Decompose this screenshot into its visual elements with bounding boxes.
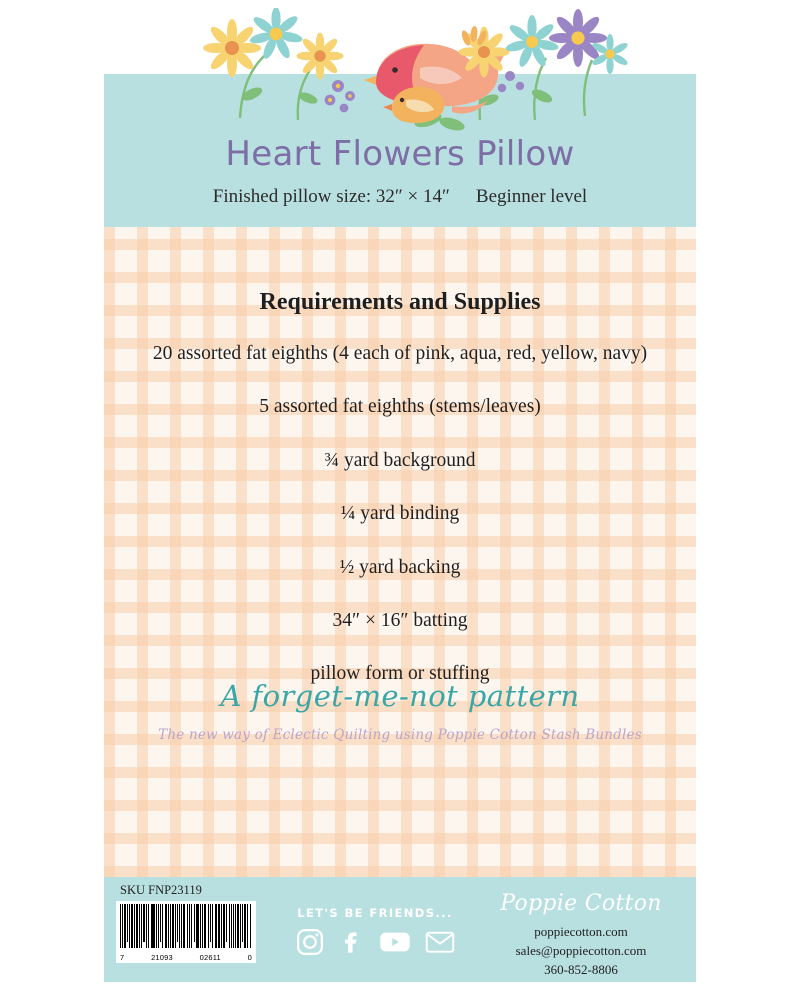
barcode-bar — [170, 904, 171, 948]
page-subtitle — [104, 186, 696, 208]
barcode-bar — [139, 904, 140, 948]
barcode-bar — [221, 904, 222, 948]
barcode-bar — [122, 904, 123, 948]
barcode-bar — [168, 904, 169, 948]
barcode-bar — [162, 904, 163, 948]
barcode-bar — [202, 904, 203, 948]
barcode-bar — [177, 904, 178, 942]
sku-label: SKU FNP23119 — [120, 883, 202, 897]
barcode-bar — [136, 904, 137, 948]
barcode-bar — [231, 904, 232, 948]
requirements-section — [104, 227, 696, 877]
barcode-digit: 0 — [247, 953, 252, 962]
barcode-bar — [194, 904, 195, 942]
barcode-bar — [146, 904, 147, 948]
barcode-bar — [151, 904, 152, 948]
barcode-bar — [247, 904, 248, 948]
email-icon[interactable] — [425, 927, 455, 957]
list-item: 5 assorted fat eighths (stems/leaves) — [259, 396, 541, 418]
barcode-bar — [250, 904, 251, 948]
barcode-bar — [210, 904, 211, 942]
barcode-bar — [183, 904, 185, 948]
barcode-bar — [229, 904, 230, 948]
phone-number: 360-852-8806 — [544, 961, 618, 977]
barcode-bar — [175, 904, 176, 948]
barcode-bar — [196, 904, 197, 948]
website[interactable]: poppiecotton.com — [534, 924, 628, 939]
barcode-bar — [218, 904, 219, 948]
barcode-bar — [134, 904, 135, 948]
barcode-bar — [240, 904, 241, 948]
social-links[interactable] — [282, 927, 468, 957]
barcode-bar — [143, 904, 144, 942]
barcode-digits — [120, 953, 252, 962]
brand-name: Poppie Cotton — [500, 891, 662, 916]
barcode-bar — [124, 904, 125, 948]
instagram-icon[interactable] — [295, 927, 325, 957]
barcode-bars — [120, 904, 252, 952]
tagline-subscript: The new way of Eclectic Quilting using Poppie Cotton Stash Bundles — [158, 727, 642, 743]
requirements-list — [104, 342, 696, 716]
skill-level-label: Beginner level — [475, 186, 588, 207]
barcode-bar — [179, 904, 180, 948]
barcode-bar — [215, 904, 216, 948]
list-item: ¾ yard background — [324, 449, 476, 471]
barcode-bar — [235, 904, 236, 948]
requirements-heading: Requirements and Supplies — [259, 289, 541, 315]
barcode-bar — [148, 904, 149, 948]
list-item: 34″ × 16″ batting — [332, 609, 468, 631]
barcode-bar — [127, 904, 128, 942]
barcode-bar — [160, 904, 161, 942]
barcode-digit: 02611 — [199, 953, 221, 962]
barcode-bar — [226, 904, 227, 942]
barcode-bar — [216, 904, 217, 948]
pattern-card — [104, 74, 696, 982]
barcode — [116, 901, 256, 963]
barcode-bar — [181, 904, 182, 948]
list-item: ¼ yard binding — [340, 503, 460, 525]
email-address[interactable]: sales@poppiecotton.com — [515, 942, 647, 958]
footer-band — [104, 877, 696, 982]
barcode-bar — [223, 904, 225, 948]
page-title: Heart Flowers Pillow — [225, 134, 575, 174]
barcode-bar — [212, 904, 213, 948]
barcode-bar — [129, 904, 130, 948]
barcode-bar — [152, 904, 154, 948]
barcode-bar — [120, 904, 121, 948]
contact-info — [474, 923, 688, 980]
barcode-bar — [187, 904, 188, 948]
facebook-icon[interactable] — [339, 927, 365, 957]
barcode-bar — [237, 904, 238, 948]
barcode-digit: 21093 — [151, 953, 173, 962]
barcode-bar — [233, 904, 234, 948]
finished-size-label: Finished pillow size: 32″ × 14″ — [212, 186, 450, 207]
barcode-bar — [158, 904, 159, 948]
barcode-bar — [172, 904, 173, 948]
header-band — [104, 74, 696, 227]
barcode-bar — [189, 904, 190, 948]
barcode-bar — [244, 904, 246, 948]
youtube-icon[interactable] — [379, 927, 411, 957]
list-item: 20 assorted fat eighths (4 each of pink, aqua, red, yellow, navy) — [152, 343, 648, 364]
barcode-digit: 7 — [120, 953, 125, 962]
barcode-bar — [141, 904, 142, 948]
barcode-bar — [242, 904, 243, 942]
barcode-bar — [156, 904, 157, 948]
barcode-bar — [191, 904, 192, 948]
barcode-bar — [200, 904, 201, 948]
barcode-bar — [204, 904, 206, 948]
list-item: ½ yard backing — [339, 556, 461, 578]
barcode-bar — [165, 904, 167, 948]
list-item: pillow form or stuffing — [310, 663, 490, 685]
barcode-bar — [131, 904, 133, 948]
lets-be-friends-label: LET'S BE FRIENDS... — [297, 906, 453, 920]
tagline-script: A forget-me-not pattern — [220, 679, 580, 713]
barcode-bar — [208, 904, 209, 948]
barcode-bar — [197, 904, 198, 948]
